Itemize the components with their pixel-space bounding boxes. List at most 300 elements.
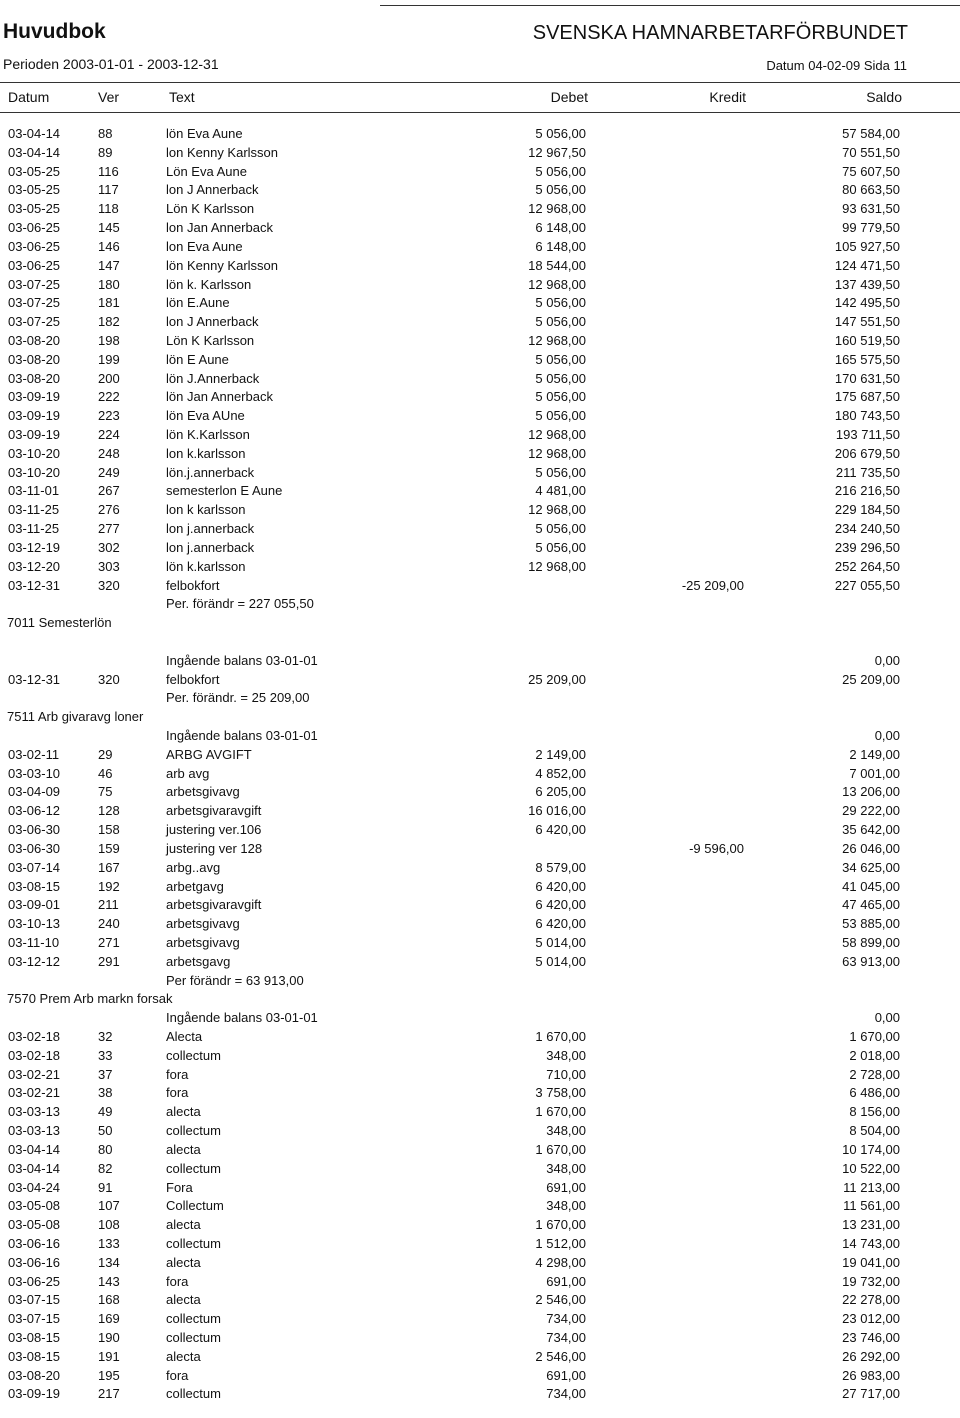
- balance-amount: 53 885,00: [842, 916, 900, 932]
- col-header-text: Text: [169, 89, 195, 105]
- ledger-row: [0, 1367, 960, 1386]
- entry-text: lön K.Karlsson: [166, 427, 250, 442]
- voucher-number: 222: [98, 389, 120, 405]
- entry-date: 03-12-12: [8, 953, 61, 969]
- entry-date: 03-07-14: [8, 859, 61, 875]
- ledger-row: [0, 351, 960, 370]
- entry-date: 03-03-13: [8, 1123, 61, 1139]
- debit-amount: 734,00: [546, 1311, 586, 1327]
- entry-date: 03-09-19: [8, 427, 61, 442]
- debit-amount: 1 512,00: [535, 1235, 586, 1251]
- balance-amount: 58 899,00: [842, 934, 900, 950]
- voucher-number: 37: [98, 1066, 113, 1082]
- account-heading: 7570 Prem Arb markn forsak: [7, 991, 173, 1007]
- voucher-number: 198: [98, 332, 120, 348]
- balance-amount: 93 631,50: [842, 201, 900, 217]
- debit-amount: 691,00: [546, 1179, 586, 1195]
- account-heading: 7011 Semesterlön: [7, 615, 112, 631]
- ledger-row: [0, 163, 960, 182]
- entry-text: justering ver 128: [166, 840, 263, 856]
- debit-amount: 2 546,00: [535, 1348, 586, 1364]
- entry-text: collectum: [166, 1330, 221, 1345]
- ledger-row: [0, 464, 960, 483]
- debit-amount: 6 420,00: [535, 916, 586, 932]
- voucher-number: 50: [98, 1123, 113, 1139]
- entry-date: 03-11-25: [8, 521, 60, 537]
- entry-text: lon k.karlsson: [166, 445, 246, 461]
- ledger-row: [0, 181, 960, 200]
- voucher-number: 276: [98, 502, 120, 518]
- entry-date: 03-10-20: [8, 464, 61, 480]
- voucher-number: 181: [98, 295, 120, 311]
- entry-text: collectum: [166, 1386, 221, 1402]
- debit-amount: 5 056,00: [535, 389, 586, 405]
- voucher-number: 29: [98, 746, 113, 762]
- ledger-row: [0, 539, 960, 558]
- voucher-number: 271: [98, 934, 120, 950]
- entry-text: Alecta: [166, 1029, 203, 1044]
- ledger-row: [0, 1310, 960, 1329]
- balance-amount: 63 913,00: [842, 953, 900, 969]
- balance-amount: 1 670,00: [849, 1029, 900, 1044]
- voucher-number: 182: [98, 314, 120, 330]
- balance-amount: 23 746,00: [842, 1330, 900, 1345]
- debit-amount: 5 056,00: [535, 126, 586, 141]
- entry-date: 03-02-18: [8, 1047, 61, 1063]
- entry-date: 03-04-14: [8, 126, 61, 141]
- account-heading-row: [0, 990, 960, 1009]
- debit-amount: 5 056,00: [535, 314, 586, 330]
- ledger-row: [0, 1329, 960, 1348]
- voucher-number: 158: [98, 822, 120, 838]
- organization-name: SVENSKA HAMNARBETARFÖRBUNDET: [532, 22, 908, 44]
- voucher-number: 143: [98, 1273, 120, 1289]
- ledger-row: [0, 370, 960, 389]
- entry-text: fora: [166, 1273, 189, 1289]
- opening-balance-label: Ingående balans 03-01-01: [166, 652, 318, 668]
- voucher-number: 192: [98, 878, 120, 894]
- ledger-row: [0, 276, 960, 295]
- ledger-row: [0, 1084, 960, 1103]
- ledger-row: [0, 577, 960, 596]
- voucher-number: 107: [98, 1198, 120, 1214]
- ledger-row: [0, 859, 960, 878]
- period-change-summary: Per förändr = 63 913,00: [166, 972, 304, 988]
- top-rule: [380, 5, 960, 6]
- period-change-summary: Per. förändr = 227 055,50: [166, 596, 314, 612]
- entry-text: collectum: [166, 1123, 221, 1139]
- entry-text: felbokfort: [166, 577, 220, 593]
- opening-balance-amount: 0,00: [874, 652, 900, 668]
- entry-date: 03-02-11: [8, 746, 60, 762]
- balance-amount: 147 551,50: [834, 314, 900, 330]
- entry-date: 03-06-16: [8, 1235, 61, 1251]
- debit-amount: 5 014,00: [535, 953, 586, 969]
- voucher-number: 211: [98, 897, 119, 913]
- opening-balance-amount: 0,00: [874, 1010, 900, 1026]
- ledger-row: [0, 878, 960, 897]
- entry-text: lon j.annerback: [166, 539, 255, 555]
- account-heading: 7511 Arb givaravg loner: [7, 709, 144, 725]
- ledger-row: [0, 238, 960, 257]
- debit-amount: 12 968,00: [528, 276, 586, 292]
- entry-date: 03-09-19: [8, 389, 61, 405]
- debit-amount: 4 481,00: [535, 483, 586, 499]
- voucher-number: 320: [98, 577, 120, 593]
- ledger-row: [0, 1385, 960, 1404]
- debit-amount: 12 968,00: [528, 502, 586, 518]
- col-header-datum: Datum: [8, 89, 50, 105]
- entry-text: felbokfort: [166, 671, 220, 687]
- voucher-number: 167: [98, 859, 120, 875]
- voucher-number: 80: [98, 1141, 113, 1157]
- balance-amount: 175 687,50: [834, 389, 900, 405]
- entry-text: arbetgavg: [166, 878, 224, 894]
- report-date-page: Datum 04-02-09 Sida 11: [766, 58, 907, 73]
- voucher-number: 108: [98, 1217, 120, 1233]
- report-title: Huvudbok: [3, 20, 106, 43]
- entry-date: 03-12-20: [8, 558, 61, 574]
- entry-text: collectum: [166, 1311, 221, 1327]
- entry-text: collectum: [166, 1235, 221, 1251]
- balance-amount: 2 018,00: [849, 1047, 900, 1063]
- debit-amount: 12 968,00: [528, 201, 586, 217]
- debit-amount: 710,00: [546, 1066, 586, 1082]
- period-summary-row: [0, 972, 960, 991]
- ledger-row: [0, 953, 960, 972]
- debit-amount: 348,00: [546, 1123, 586, 1139]
- spacer-row: [0, 633, 960, 652]
- debit-amount: 5 056,00: [535, 163, 586, 179]
- balance-amount: 10 174,00: [842, 1141, 900, 1157]
- credit-amount: -25 209,00: [681, 577, 744, 593]
- voucher-number: 38: [98, 1085, 113, 1101]
- balance-amount: 193 711,50: [835, 427, 900, 442]
- balance-amount: 70 551,50: [842, 144, 900, 160]
- debit-amount: 6 420,00: [535, 897, 586, 913]
- entry-date: 03-08-15: [8, 1330, 61, 1345]
- balance-amount: 57 584,00: [842, 126, 900, 141]
- balance-amount: 80 663,50: [842, 182, 900, 198]
- debit-amount: 348,00: [546, 1198, 586, 1214]
- voucher-number: 277: [98, 521, 120, 537]
- entry-date: 03-03-13: [8, 1104, 61, 1120]
- debit-amount: 1 670,00: [535, 1104, 586, 1120]
- opening-balance-label: Ingående balans 03-01-01: [166, 728, 318, 743]
- entry-date: 03-11-25: [8, 502, 60, 518]
- voucher-number: 117: [98, 182, 119, 198]
- entry-date: 03-02-18: [8, 1029, 61, 1044]
- balance-amount: 26 292,00: [842, 1348, 900, 1364]
- ledger-row: [0, 558, 960, 577]
- entry-text: lon j.annerback: [166, 521, 255, 537]
- debit-amount: 5 056,00: [535, 464, 586, 480]
- entry-text: lön Kenny Karlsson: [166, 257, 279, 273]
- entry-date: 03-08-15: [8, 1348, 61, 1364]
- entry-text: lön E.Aune: [166, 295, 230, 311]
- entry-date: 03-05-25: [8, 201, 61, 217]
- balance-amount: 99 779,50: [842, 220, 900, 236]
- voucher-number: 75: [98, 784, 113, 800]
- voucher-number: 82: [98, 1160, 113, 1176]
- ledger-row: [0, 1197, 960, 1216]
- voucher-number: 32: [98, 1029, 113, 1044]
- voucher-number: 320: [98, 671, 120, 687]
- entry-text: alecta: [166, 1217, 201, 1233]
- voucher-number: 145: [98, 220, 120, 236]
- ledger-body: [0, 125, 960, 1404]
- entry-date: 03-06-25: [8, 257, 61, 273]
- balance-amount: 2 149,00: [849, 746, 900, 762]
- balance-amount: 216 216,50: [834, 483, 900, 499]
- voucher-number: 240: [98, 916, 120, 932]
- ledger-row: [0, 332, 960, 351]
- entry-text: arbetsgivavg: [166, 916, 240, 932]
- report-header: [0, 0, 960, 118]
- balance-amount: 25 209,00: [842, 671, 900, 687]
- balance-amount: 34 625,00: [842, 859, 900, 875]
- entry-text: Lön Eva Aune: [166, 163, 247, 179]
- entry-date: 03-05-08: [8, 1198, 61, 1214]
- ledger-row: [0, 915, 960, 934]
- debit-amount: 4 852,00: [535, 765, 586, 781]
- ledger-row: [0, 501, 960, 520]
- voucher-number: 134: [98, 1254, 120, 1270]
- ledger-row: [0, 1066, 960, 1085]
- ledger-row: [0, 671, 960, 690]
- debit-amount: 734,00: [546, 1330, 586, 1345]
- entry-date: 03-06-30: [8, 822, 61, 838]
- entry-text: lön Jan Annerback: [166, 389, 273, 405]
- debit-amount: 5 056,00: [535, 521, 586, 537]
- debit-amount: 5 056,00: [535, 351, 586, 367]
- voucher-number: 128: [98, 803, 120, 819]
- col-header-ver: Ver: [98, 89, 120, 105]
- balance-amount: 124 471,50: [834, 257, 900, 273]
- entry-text: arbetsgivaravgift: [166, 897, 262, 913]
- ledger-row: [0, 746, 960, 765]
- debit-amount: 2 546,00: [535, 1292, 586, 1308]
- balance-amount: 239 296,50: [834, 539, 900, 555]
- entry-text: lön Eva AUne: [166, 408, 245, 424]
- entry-text: alecta: [166, 1141, 201, 1157]
- entry-text: collectum: [166, 1047, 221, 1063]
- voucher-number: 217: [98, 1386, 120, 1402]
- ledger-row: [0, 1254, 960, 1273]
- entry-text: lon Eva Aune: [166, 238, 243, 254]
- ledger-row: [0, 200, 960, 219]
- ledger-row: [0, 821, 960, 840]
- balance-amount: 229 184,50: [834, 502, 900, 518]
- entry-date: 03-06-25: [8, 220, 61, 236]
- entry-date: 03-07-25: [8, 314, 61, 330]
- account-heading-row: [0, 708, 960, 727]
- balance-amount: 8 504,00: [849, 1123, 900, 1139]
- balance-amount: 7 001,00: [849, 765, 900, 781]
- entry-text: lön E Aune: [166, 351, 229, 367]
- entry-text: arb avg: [166, 765, 210, 781]
- voucher-number: 267: [98, 483, 120, 499]
- entry-text: Lön K Karlsson: [166, 332, 255, 348]
- ledger-row: [0, 1047, 960, 1066]
- voucher-number: 223: [98, 408, 120, 424]
- debit-amount: 6 148,00: [535, 238, 586, 254]
- voucher-number: 118: [98, 201, 119, 217]
- debit-amount: 6 148,00: [535, 220, 586, 236]
- voucher-number: 199: [98, 351, 120, 367]
- voucher-number: 91: [98, 1179, 113, 1195]
- entry-text: lön k. Karlsson: [166, 276, 252, 292]
- ledger-row: [0, 765, 960, 784]
- debit-amount: 12 968,00: [528, 558, 586, 574]
- account-heading-row: [0, 614, 960, 633]
- voucher-number: 303: [98, 558, 120, 574]
- ledger-row: [0, 313, 960, 332]
- voucher-number: 224: [98, 427, 120, 442]
- debit-amount: 6 205,00: [535, 784, 586, 800]
- entry-date: 03-06-25: [8, 1273, 61, 1289]
- voucher-number: 49: [98, 1104, 113, 1120]
- entry-date: 03-08-20: [8, 370, 61, 386]
- entry-text: arbg..avg: [166, 859, 221, 875]
- ledger-row: [0, 1141, 960, 1160]
- entry-text: Collectum: [166, 1198, 224, 1214]
- balance-amount: 227 055,50: [834, 577, 900, 593]
- entry-date: 03-06-25: [8, 238, 61, 254]
- voucher-number: 190: [98, 1330, 120, 1345]
- balance-amount: 19 732,00: [842, 1273, 900, 1289]
- ledger-row: [0, 896, 960, 915]
- balance-amount: 22 278,00: [842, 1292, 900, 1308]
- entry-text: arbetsgivavg: [166, 934, 240, 950]
- debit-amount: 1 670,00: [535, 1141, 586, 1157]
- entry-date: 03-07-15: [8, 1311, 61, 1327]
- ledger-row: [0, 783, 960, 802]
- debit-amount: 348,00: [546, 1160, 586, 1176]
- balance-amount: 211 735,50: [835, 464, 900, 480]
- debit-amount: 8 579,00: [535, 859, 586, 875]
- ledger-row: [0, 840, 960, 859]
- entry-date: 03-04-09: [8, 784, 61, 800]
- voucher-number: 46: [98, 765, 113, 781]
- entry-text: collectum: [166, 1160, 221, 1176]
- entry-date: 03-07-15: [8, 1292, 61, 1308]
- entry-text: arbetsgavg: [166, 953, 231, 969]
- debit-amount: 5 056,00: [535, 539, 586, 555]
- debit-amount: 5 014,00: [535, 934, 586, 950]
- voucher-number: 159: [98, 840, 120, 856]
- entry-text: lon J Annerback: [166, 182, 259, 198]
- ledger-row: [0, 1291, 960, 1310]
- voucher-number: 116: [98, 163, 119, 179]
- debit-amount: 1 670,00: [535, 1217, 586, 1233]
- balance-amount: 19 041,00: [842, 1254, 900, 1270]
- ledger-row: [0, 1273, 960, 1292]
- debit-amount: 18 544,00: [528, 257, 586, 273]
- balance-amount: 26 983,00: [842, 1367, 900, 1383]
- ledger-row: [0, 1028, 960, 1047]
- entry-date: 03-02-21: [8, 1085, 61, 1101]
- entry-date: 03-04-24: [8, 1179, 61, 1195]
- voucher-number: 89: [98, 144, 113, 160]
- balance-amount: 234 240,50: [834, 521, 900, 537]
- entry-date: 03-08-15: [8, 878, 61, 894]
- balance-amount: 13 231,00: [842, 1217, 900, 1233]
- period-change-summary: Per. förändr. = 25 209,00: [166, 690, 310, 706]
- debit-amount: 12 968,00: [528, 332, 586, 348]
- entry-text: justering ver.106: [166, 822, 262, 838]
- debit-amount: 5 056,00: [535, 408, 586, 424]
- ledger-row: [0, 125, 960, 144]
- header-rule-bottom: [0, 112, 960, 113]
- entry-date: 03-08-20: [8, 351, 61, 367]
- entry-text: fora: [166, 1085, 189, 1101]
- ledger-row: [0, 1160, 960, 1179]
- entry-date: 03-05-08: [8, 1217, 61, 1233]
- entry-date: 03-09-19: [8, 1386, 61, 1402]
- debit-amount: 5 056,00: [535, 182, 586, 198]
- ledger-row: [0, 219, 960, 238]
- entry-text: alecta: [166, 1104, 201, 1120]
- entry-text: lon J Annerback: [166, 314, 259, 330]
- debit-amount: 691,00: [546, 1367, 586, 1383]
- balance-amount: 47 465,00: [842, 897, 900, 913]
- opening-balance-label: Ingående balans 03-01-01: [166, 1010, 318, 1026]
- balance-amount: 11 561,00: [843, 1198, 900, 1214]
- debit-amount: 12 968,00: [528, 445, 586, 461]
- voucher-number: 169: [98, 1311, 120, 1327]
- balance-amount: 170 631,50: [834, 370, 900, 386]
- balance-amount: 27 717,00: [842, 1386, 900, 1402]
- entry-date: 03-12-31: [8, 671, 61, 687]
- ledger-row: [0, 934, 960, 953]
- balance-amount: 6 486,00: [849, 1085, 900, 1101]
- ledger-row: [0, 426, 960, 445]
- entry-text: alecta: [166, 1348, 201, 1364]
- ledger-row: [0, 388, 960, 407]
- entry-text: arbetsgivaravgift: [166, 803, 262, 819]
- entry-text: fora: [166, 1066, 189, 1082]
- debit-amount: 691,00: [546, 1273, 586, 1289]
- entry-date: 03-04-14: [8, 1160, 61, 1176]
- entry-text: alecta: [166, 1292, 201, 1308]
- entry-date: 03-06-30: [8, 840, 61, 856]
- voucher-number: 291: [98, 953, 120, 969]
- entry-text: ARBG AVGIFT: [166, 746, 252, 762]
- debit-amount: 348,00: [546, 1047, 586, 1063]
- entry-date: 03-09-01: [8, 897, 61, 913]
- ledger-row: [0, 144, 960, 163]
- balance-amount: 2 728,00: [849, 1066, 900, 1082]
- voucher-number: 146: [98, 238, 120, 254]
- balance-amount: 11 213,00: [843, 1179, 900, 1195]
- entry-date: 03-11-01: [8, 483, 60, 499]
- ledger-row: [0, 445, 960, 464]
- entry-date: 03-12-31: [8, 577, 61, 593]
- opening-balance-row: [0, 1009, 960, 1028]
- entry-date: 03-04-14: [8, 144, 61, 160]
- debit-amount: 6 420,00: [535, 878, 586, 894]
- opening-balance-row: [0, 652, 960, 671]
- voucher-number: 180: [98, 276, 120, 292]
- voucher-number: 248: [98, 445, 120, 461]
- balance-amount: 41 045,00: [842, 878, 900, 894]
- ledger-row: [0, 1235, 960, 1254]
- report-period: Perioden 2003-01-01 - 2003-12-31: [3, 56, 219, 72]
- entry-date: 03-02-21: [8, 1066, 61, 1082]
- voucher-number: 200: [98, 370, 120, 386]
- voucher-number: 168: [98, 1292, 120, 1308]
